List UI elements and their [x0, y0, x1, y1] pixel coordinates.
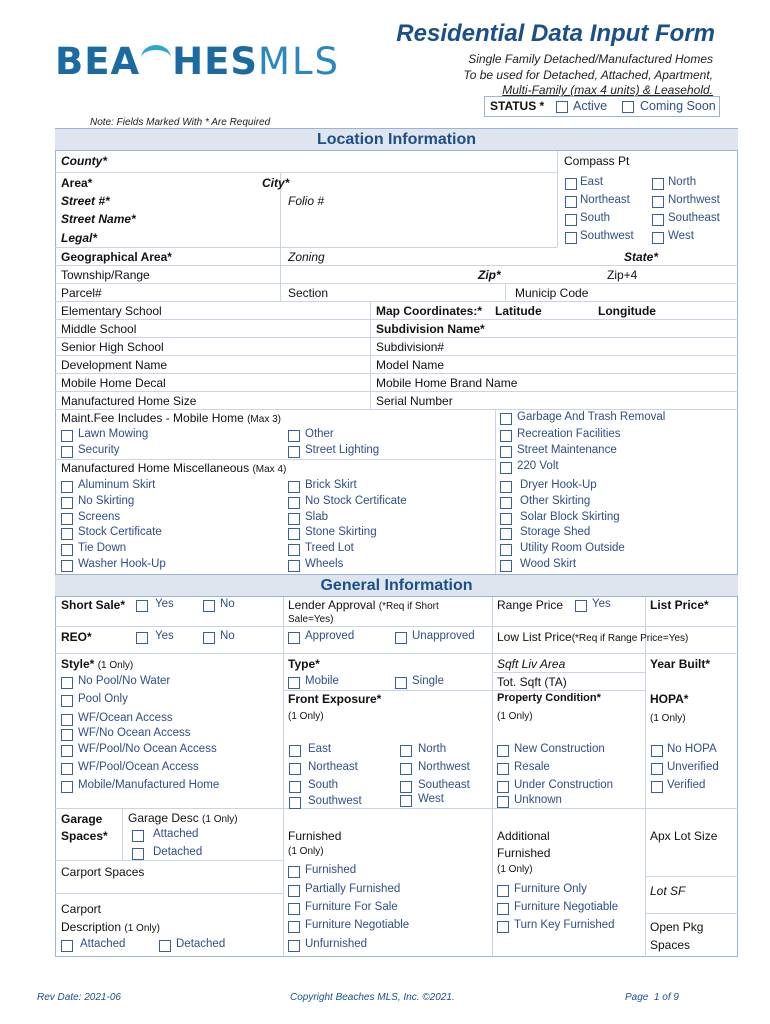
short-sale-yes-checkbox[interactable]	[136, 600, 148, 612]
garage-desc-label: Garage Desc (1 Only)	[128, 811, 238, 825]
maint-garbage-checkbox[interactable]	[500, 413, 512, 425]
compass-south-checkbox[interactable]	[565, 214, 577, 226]
style-poolonly-checkbox[interactable]	[61, 695, 73, 707]
option-label: Other Skirting	[520, 495, 591, 507]
divider	[55, 265, 738, 266]
option-label: New Construction	[514, 743, 605, 755]
hopa-unverified-checkbox[interactable]	[651, 763, 663, 775]
option-label: No Stock Certificate	[305, 495, 407, 507]
option-label: Slab	[305, 511, 329, 523]
divider	[492, 597, 493, 957]
option-label: Furnished	[305, 864, 357, 876]
page-number: Page 1 of 9	[625, 992, 679, 1003]
option-label: Turn Key Furnished	[514, 919, 615, 931]
divider	[505, 283, 506, 301]
hopa-label: HOPA*	[650, 692, 689, 706]
year-built-label: Year Built*	[650, 657, 711, 671]
divider	[55, 808, 738, 809]
misc-stone-checkbox[interactable]	[288, 528, 300, 540]
subtitle-3: Multi-Family (max 4 units) & Leasehold.	[502, 83, 713, 97]
carport-detached-checkbox[interactable]	[159, 940, 171, 952]
one-only-label: (1 Only)	[497, 864, 533, 875]
required-note: Note: Fields Marked With * Are Required	[90, 117, 271, 128]
option-label: Approved	[305, 630, 355, 642]
option-label: Partially Furnished	[305, 883, 401, 895]
form-title: Residential Data Input Form	[396, 20, 715, 47]
misc-nostock-checkbox[interactable]	[288, 497, 300, 509]
misc-storage-checkbox[interactable]	[500, 528, 512, 540]
tot-sqft-label: Tot. Sqft (TA)	[497, 675, 567, 689]
divider	[55, 459, 495, 460]
cond-unknown-checkbox[interactable]	[497, 796, 509, 808]
longitude-label: Longitude	[598, 304, 656, 318]
option-label: No	[220, 630, 235, 642]
copyright: Copyright Beaches MLS, Inc. ©2021.	[290, 992, 455, 1003]
wave-icon	[141, 45, 171, 71]
decal-label: Mobile Home Decal	[61, 376, 166, 390]
misc-wheels-checkbox[interactable]	[288, 560, 300, 572]
misc-utility-checkbox[interactable]	[500, 544, 512, 556]
misc-heading: Manufactured Home Miscellaneous (Max 4)	[61, 461, 287, 475]
divider	[645, 913, 738, 914]
one-only-label: (1 Only)	[288, 846, 324, 857]
addl-negotiable-checkbox[interactable]	[497, 903, 509, 915]
city-label: City*	[262, 176, 290, 190]
misc-solar-checkbox[interactable]	[500, 513, 512, 525]
option-label: Northeast	[308, 761, 358, 773]
option-label: South	[580, 212, 611, 224]
status-coming-label: Coming Soon	[640, 99, 716, 113]
option-label: North	[418, 743, 447, 755]
option-label: Yes	[155, 630, 174, 642]
brand-label: Mobile Home Brand Name	[376, 376, 518, 390]
option-label: Yes	[155, 598, 174, 610]
garage-attached-checkbox[interactable]	[132, 830, 144, 842]
compass-west-checkbox[interactable]	[652, 232, 664, 244]
front-west-checkbox[interactable]	[400, 795, 412, 807]
zip-label: Zip*	[478, 268, 501, 282]
status-label: STATUS *	[490, 99, 545, 113]
option-label: Street Maintenance	[517, 444, 617, 456]
option-label: East	[580, 176, 604, 188]
furn-forsale-checkbox[interactable]	[288, 903, 300, 915]
front-north-checkbox[interactable]	[400, 745, 412, 757]
option-label: 220 Volt	[517, 460, 559, 472]
option-label: Southwest	[308, 795, 362, 807]
garage-label: Garage	[61, 812, 103, 826]
option-label: No Pool/No Water	[78, 675, 171, 687]
option-label: Mobile	[305, 675, 339, 687]
compass-north-checkbox[interactable]	[652, 178, 664, 190]
option-label: WF/Pool/No Ocean Access	[78, 743, 217, 755]
list-price-label: List Price*	[650, 598, 709, 612]
divider	[645, 876, 738, 877]
divider	[122, 808, 123, 860]
type-single-checkbox[interactable]	[395, 677, 407, 689]
option-label: East	[308, 743, 332, 755]
furnished-label: Furnished	[288, 829, 342, 843]
option-label: Dryer Hook-Up	[520, 479, 597, 491]
area-label: Area*	[61, 176, 93, 190]
option-label: Unfurnished	[305, 938, 368, 950]
front-northeast-checkbox[interactable]	[289, 763, 301, 775]
divider	[55, 337, 738, 338]
misc-brick-checkbox[interactable]	[288, 481, 300, 493]
option-label: Security	[78, 444, 120, 456]
compass-northeast-checkbox[interactable]	[565, 196, 577, 208]
open-pkg-spaces-label: Spaces	[650, 938, 691, 952]
map-coords-label: Map Coordinates:*	[376, 304, 483, 318]
option-label: Brick Skirt	[305, 479, 357, 491]
furn-furnished-checkbox[interactable]	[288, 866, 300, 878]
option-label: Resale	[514, 761, 550, 773]
unapproved-checkbox[interactable]	[395, 632, 407, 644]
approved-checkbox[interactable]	[288, 632, 300, 644]
compass-label: Compass Pt	[564, 154, 630, 168]
carport-label: Carport	[61, 902, 102, 916]
option-label: Treed Lot	[305, 542, 354, 554]
option-label: Street Lighting	[305, 444, 380, 456]
misc-otherskirting-checkbox[interactable]	[500, 497, 512, 509]
style-wfpoolocean-checkbox[interactable]	[61, 763, 73, 775]
option-label: Recreation Facilities	[517, 428, 621, 440]
option-label: Furniture For Sale	[305, 901, 398, 913]
subtitle-1: Single Family Detached/Manufactured Homes	[468, 52, 713, 66]
style-mobile-checkbox[interactable]	[61, 781, 73, 793]
subdiv-name-label: Subdivision Name*	[376, 322, 485, 336]
style-wfnoocean-checkbox[interactable]	[61, 729, 73, 741]
misc-screens-checkbox[interactable]	[61, 513, 73, 525]
reo-no-checkbox[interactable]	[203, 632, 215, 644]
zip4-label: Zip+4	[607, 268, 638, 282]
divider	[55, 391, 738, 392]
option-label: Yes	[592, 598, 611, 610]
folio-label: Folio #	[288, 194, 325, 208]
style-wfpoolnoocean-checkbox[interactable]	[61, 745, 73, 757]
one-only-label: (1 Only)	[497, 711, 533, 722]
garage-detached-checkbox[interactable]	[132, 848, 144, 860]
open-pkg-label: Open Pkg	[650, 920, 704, 934]
option-label: Furniture Only	[514, 883, 587, 895]
divider	[55, 355, 738, 356]
cond-resale-checkbox[interactable]	[497, 763, 509, 775]
front-northwest-checkbox[interactable]	[400, 763, 412, 775]
misc-aluminum-checkbox[interactable]	[61, 481, 73, 493]
prop-cond-label: Property Condition*	[497, 692, 601, 704]
divider	[495, 409, 496, 574]
option-label: Attached	[153, 828, 199, 840]
option-label: Furniture Negotiable	[514, 901, 619, 913]
short-sale-no-checkbox[interactable]	[203, 600, 215, 612]
misc-dryer-checkbox[interactable]	[500, 481, 512, 493]
divider	[55, 319, 738, 320]
option-label: Detached	[176, 938, 226, 950]
divider	[55, 301, 738, 302]
carport-attached-checkbox[interactable]	[61, 940, 73, 952]
divider	[55, 283, 738, 284]
misc-treed-checkbox[interactable]	[288, 544, 300, 556]
front-southwest-checkbox[interactable]	[289, 797, 301, 809]
misc-noskirting-checkbox[interactable]	[61, 497, 73, 509]
furn-unfurnished-checkbox[interactable]	[288, 940, 300, 952]
status-active-checkbox[interactable]	[556, 101, 568, 113]
lender-label: Lender Approval (*Req if Short	[288, 598, 439, 612]
option-label: Southeast	[668, 212, 720, 224]
addl-turnkey-checkbox[interactable]	[497, 921, 509, 933]
divider	[283, 597, 284, 957]
option-label: WF/No Ocean Access	[78, 727, 191, 739]
status-coming-checkbox[interactable]	[622, 101, 634, 113]
style-wfocean-checkbox[interactable]	[61, 714, 73, 726]
option-label: Southwest	[580, 230, 634, 242]
option-label: Lawn Mowing	[78, 428, 149, 440]
low-list-label: Low List Price(*Req if Range Price=Yes)	[497, 630, 689, 644]
divider	[55, 409, 738, 410]
model-label: Model Name	[376, 358, 445, 372]
rev-date: Rev Date: 2021-06	[37, 992, 121, 1003]
apx-lot-label: Apx Lot Size	[650, 829, 718, 843]
option-label: No Skirting	[78, 495, 135, 507]
maint-lighting-checkbox[interactable]	[288, 446, 300, 458]
serial-label: Serial Number	[376, 394, 453, 408]
divider	[55, 172, 738, 173]
carport-spaces-label: Carport Spaces	[61, 865, 145, 879]
option-label: Stone Skirting	[305, 526, 377, 538]
option-label: WF/Pool/Ocean Access	[78, 761, 199, 773]
status-active-label: Active	[573, 99, 608, 113]
divider	[55, 860, 283, 861]
option-label: Pool Only	[78, 693, 128, 705]
option-label: West	[668, 230, 694, 242]
reo-label: REO*	[61, 630, 92, 644]
option-label: Single	[412, 675, 444, 687]
option-label: Tie Down	[78, 542, 127, 554]
location-heading: Location Information	[55, 128, 738, 151]
senior-label: Senior High School	[61, 340, 164, 354]
option-label: WF/Ocean Access	[78, 712, 173, 724]
range-price-label: Range Price	[497, 598, 564, 612]
divider	[492, 672, 645, 673]
lot-sf-label: Lot SF	[650, 884, 686, 898]
option-label: No HOPA	[667, 743, 717, 755]
zoning-label: Zoning	[288, 250, 325, 264]
one-only-label: (1 Only)	[650, 713, 686, 724]
beaches-mls-logo: BEA HESMLS	[55, 40, 341, 83]
sqft-liv-label: Sqft Liv Area	[497, 657, 566, 671]
misc-tiedown-checkbox[interactable]	[61, 544, 73, 556]
compass-southwest-checkbox[interactable]	[565, 232, 577, 244]
maint-security-checkbox[interactable]	[61, 446, 73, 458]
addl-only-checkbox[interactable]	[497, 885, 509, 897]
option-label: Garbage And Trash Removal	[517, 411, 666, 423]
misc-stockcert-checkbox[interactable]	[61, 528, 73, 540]
street-no-label: Street #*	[61, 194, 110, 208]
option-label: Unknown	[514, 794, 562, 806]
option-label: Storage Shed	[520, 526, 591, 538]
compass-southeast-checkbox[interactable]	[652, 214, 664, 226]
latitude-label: Latitude	[495, 304, 542, 318]
general-heading: General Information	[55, 574, 738, 597]
option-label: Verified	[667, 779, 706, 791]
option-label: Under Construction	[514, 779, 614, 791]
township-label: Township/Range	[61, 268, 150, 282]
option-label: Mobile/Manufactured Home	[78, 779, 220, 791]
option-label: Unverified	[667, 761, 719, 773]
furn-negotiable-checkbox[interactable]	[288, 921, 300, 933]
state-label: State*	[624, 250, 659, 264]
compass-east-checkbox[interactable]	[565, 178, 577, 190]
front-east-checkbox[interactable]	[289, 745, 301, 757]
additional-label: Additional	[497, 829, 550, 843]
option-label: Stock Certificate	[78, 526, 162, 538]
section-label: Section	[288, 286, 329, 300]
option-label: Solar Block Skirting	[520, 511, 620, 523]
misc-washer-checkbox[interactable]	[61, 560, 73, 572]
divider	[55, 653, 738, 654]
mfg-size-label: Manufactured Home Size	[61, 394, 197, 408]
option-label: No	[220, 598, 235, 610]
misc-slab-checkbox[interactable]	[288, 513, 300, 525]
parcel-label: Parcel#	[61, 286, 102, 300]
option-label: Utility Room Outside	[520, 542, 625, 554]
option-label: Aluminum Skirt	[78, 479, 156, 491]
range-yes-checkbox[interactable]	[575, 600, 587, 612]
divider	[557, 151, 558, 247]
maint-other-checkbox[interactable]	[288, 430, 300, 442]
misc-wood-checkbox[interactable]	[500, 560, 512, 572]
hopa-verified-checkbox[interactable]	[651, 781, 663, 793]
option-label: North	[668, 176, 697, 188]
short-sale-label: Short Sale*	[61, 598, 126, 612]
misc-220-checkbox[interactable]	[500, 462, 512, 474]
divider	[55, 893, 283, 894]
maint-lawn-checkbox[interactable]	[61, 430, 73, 442]
divider	[370, 301, 371, 409]
maint-heading: Maint.Fee Includes - Mobile Home (Max 3)	[61, 411, 281, 425]
middle-label: Middle School	[61, 322, 137, 336]
front-southeast-checkbox[interactable]	[400, 781, 412, 793]
option-label: West	[418, 793, 444, 805]
reo-yes-checkbox[interactable]	[136, 632, 148, 644]
option-label: Northwest	[668, 194, 720, 206]
divider	[645, 597, 646, 957]
option-label: Northeast	[580, 194, 630, 206]
divider	[55, 247, 557, 248]
option-label: Northwest	[418, 761, 470, 773]
compass-northwest-checkbox[interactable]	[652, 196, 664, 208]
style-label: Style* (1 Only)	[61, 657, 134, 671]
legal-label: Legal*	[61, 231, 98, 245]
maint-recreation-checkbox[interactable]	[500, 430, 512, 442]
style-nopool-checkbox[interactable]	[61, 677, 73, 689]
front-exposure-label: Front Exposure*	[288, 692, 382, 706]
option-label: Wheels	[305, 558, 344, 570]
cond-new-checkbox[interactable]	[497, 745, 509, 757]
municip-label: Municip Code	[515, 286, 589, 300]
divider	[283, 690, 492, 691]
additional-furnished-label: Furnished	[497, 846, 551, 860]
subtitle-2: To be used for Detached, Attached, Apartment,	[463, 68, 713, 82]
divider	[55, 373, 738, 374]
devname-label: Development Name	[61, 358, 168, 372]
option-label: Wood Skirt	[520, 558, 577, 570]
option-label: Furniture Negotiable	[305, 919, 410, 931]
geo-area-label: Geographical Area*	[61, 250, 172, 264]
street-name-label: Street Name*	[61, 212, 136, 226]
type-mobile-checkbox[interactable]	[288, 677, 300, 689]
carport-desc-label: Description (1 Only)	[61, 920, 160, 934]
hopa-no-checkbox[interactable]	[651, 745, 663, 757]
divider	[492, 690, 645, 691]
option-label: Washer Hook-Up	[78, 558, 166, 570]
furn-partial-checkbox[interactable]	[288, 885, 300, 897]
option-label: Screens	[78, 511, 121, 523]
one-only-label: (1 Only)	[288, 711, 324, 722]
option-label: Southeast	[418, 779, 470, 791]
cond-under-checkbox[interactable]	[497, 781, 509, 793]
lender-req-label: Sale=Yes)	[288, 614, 334, 625]
county-label: County*	[61, 154, 107, 168]
garage-spaces-label: Spaces*	[61, 829, 108, 843]
type-label: Type*	[288, 657, 320, 671]
option-label: Attached	[80, 938, 126, 950]
option-label: South	[308, 779, 339, 791]
front-south-checkbox[interactable]	[289, 781, 301, 793]
divider	[280, 172, 281, 301]
option-label: Unapproved	[412, 630, 475, 642]
option-label: Detached	[153, 846, 203, 858]
option-label: Other	[305, 428, 334, 440]
elem-label: Elementary School	[61, 304, 162, 318]
subdiv-no-label: Subdivision#	[376, 340, 445, 354]
maint-street-checkbox[interactable]	[500, 446, 512, 458]
divider	[55, 626, 738, 627]
